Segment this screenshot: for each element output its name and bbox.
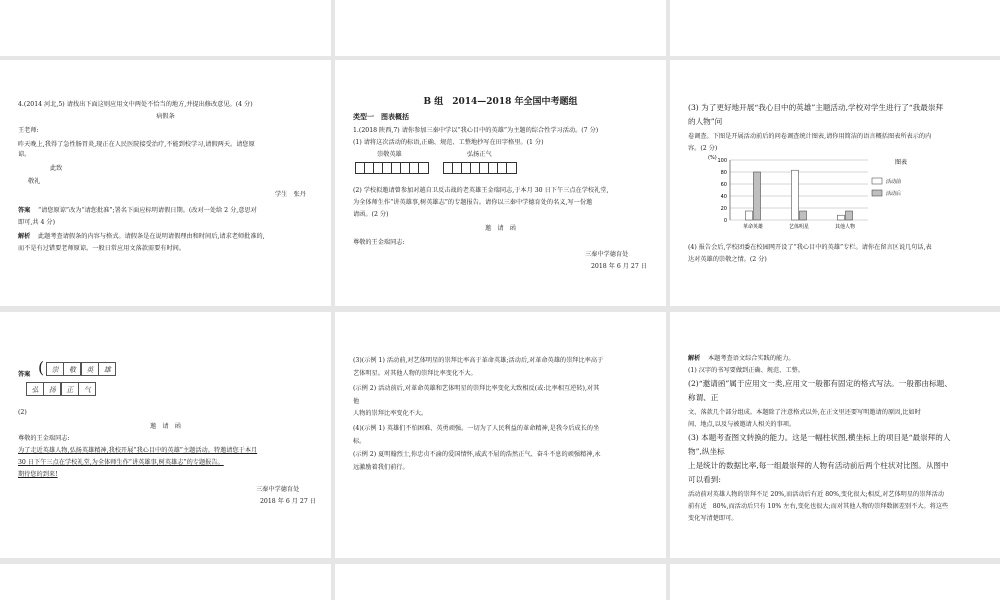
letter-salutation: 尊敬的王金瑞同志: [353, 239, 405, 246]
hw-char: 弘 [26, 382, 44, 396]
y-tick-label: 60 [720, 181, 727, 188]
analysis-line-10: 可以看到: [688, 475, 721, 484]
y-tick-label: 80 [720, 169, 727, 176]
example-line-8: (示例 2) 夏明翰烈士,你忠贞不渝的爱国情怀,威武不屈的浩然正气、奋斗不息的顽强精神,永 [353, 451, 601, 458]
bar-chart [700, 152, 1000, 238]
letter-title: 邀 请 函 [485, 225, 516, 232]
answer-label-2: 答案 [18, 371, 31, 378]
analysis-text: 此题考查请假条的内容与格式。请假条是在说明请假理由和时间后,请求老师批准的, [38, 233, 265, 240]
hw-char: 气 [78, 382, 96, 396]
note-cizhi: 此致 [50, 165, 63, 172]
question-4-a: (4) 报告会后,学校团委在校园网开设了“我心目中的英雄”专栏。请你在留言区说几句话,表 [688, 244, 932, 251]
question-4-b: 达对英雄的崇敬之情。(2 分) [688, 256, 767, 263]
page-top-left [0, 0, 331, 56]
hw-char: 正 [61, 382, 79, 396]
answer-letter-line-1: 为了走近英雄人物,弘扬英雄精神,我校开展“我心目中的英雄”主题活动。特邀请您于本月 [18, 447, 258, 454]
page-top-middle [335, 0, 666, 56]
page-2 [335, 60, 666, 306]
answer-letter-title: 邀 请 函 [150, 423, 181, 430]
question-1-2-c: 请函。(2 分) [353, 211, 389, 218]
y-tick-label: 20 [720, 205, 727, 212]
analysis-line-3: (2)“邀请函”属于应用文一类,应用文一般都有固定的格式写法。一般都由标题、 [688, 379, 952, 388]
writing-grid-1 [355, 162, 429, 174]
legend-swatch [872, 190, 882, 196]
slogan-2-label: 弘扬正气 [467, 151, 492, 158]
letter-sender: 三秦中学德育处 [585, 251, 629, 258]
page-6 [670, 312, 1000, 558]
analysis-label-2: 解析 [688, 355, 701, 362]
question-1: 1.(2018 陕西,7) 请你参加三秦中学以“我心目中的英雄”为主题的综合性学习活动。(7 分) [353, 127, 599, 134]
bar-before [838, 215, 845, 220]
question-3-d: 容。(2 分) [688, 145, 718, 152]
analysis-line-13: 变化写清楚即可。 [688, 515, 738, 522]
writing-grid-2 [443, 162, 517, 174]
answer-letter-salutation: 尊敬的王金瑞同志: [18, 435, 70, 442]
type-title: 类型一 图表概括 [353, 112, 409, 121]
analysis-line-5: 文、落款几个部分组成。本题除了注意格式以外,在正文里还要写明邀请的原因,比如时 [688, 409, 921, 416]
example-line-3: (示例 2) 活动前后,对革命英雄和艺体明星的崇拜比率变化大致相反(或:比率相互逆转),对其 [353, 385, 600, 392]
question-1-2-b: 为全体师生作“讲英雄事,树英雄志”的专题报告。请你以三秦中学德育处的名义,写一份邀 [353, 199, 593, 206]
y-tick-label: 100 [717, 157, 727, 164]
example-line-9: 远激励着我们前行。 [353, 464, 409, 471]
question-3-a: (3) 为了更好地开展“我心目中的英雄”主题活动,学校对学生进行了“我最崇拜 [688, 103, 944, 112]
example-line-7: 标。 [353, 438, 366, 445]
x-tick-label: 革命英雄 [742, 224, 764, 230]
analysis-line-12: 前有近 80%,而活动后只有 10% 左右,变化也很大;而对其他人物的崇拜数据差别不大。将这些 [688, 503, 949, 510]
example-line-2: 艺体明星。对其他人物的崇拜比率变化不大。 [353, 370, 477, 377]
analysis-line-1: 本题考查语文综合实践的能力。 [708, 355, 795, 362]
bar-after [846, 211, 853, 220]
analysis-line-8: 物”,纵坐标 [688, 447, 725, 456]
note-jingli: 敬礼 [28, 178, 41, 185]
analysis-text-2: 而不是有过错要老师原谅。一般日常应用文落款需要有时间。 [18, 245, 186, 252]
legend-label: 活动前 [886, 179, 902, 185]
question-3-b: 的人物”问 [688, 117, 723, 126]
legend-label: 活动后 [886, 191, 902, 197]
y-tick-label: 40 [720, 193, 727, 200]
chart-ylabel: (%) [708, 155, 717, 161]
question-3-c: 卷调查。下图是开展活动前后的问卷调查统计图表,请你用简洁的语言概括图表所表示的内 [688, 133, 932, 140]
hw-char: 英 [81, 362, 99, 376]
page-5 [335, 312, 666, 558]
example-line-6: (4)(示例 1) 英雄们不怕困难、英勇顽强。一切为了人民利益的革命精神,是我今后成长的坐 [353, 425, 600, 432]
handwritten-row-1 [46, 362, 116, 376]
group-title: B 组 2014—2018 年全国中考题组 [423, 97, 578, 107]
bar-after [754, 172, 761, 220]
bar-before [792, 170, 799, 220]
answer-label: 答案 [18, 207, 31, 214]
page-bottom-right [670, 564, 1000, 600]
page-4 [0, 312, 331, 558]
answer-letter-line-2: 30 日下午三点在学校礼堂,为全体师生作“讲英雄事,树英雄志”的专题报告。 [18, 459, 224, 466]
answer-text: “请您原谅”改为“请您批准”;署名下面应标明请假日期。(改对一处给 2 分,意思对 [38, 207, 257, 214]
x-tick-label: 艺体明星 [788, 224, 810, 230]
hw-char: 扬 [43, 382, 61, 396]
bar-after [800, 211, 807, 220]
legend-swatch [872, 178, 882, 184]
x-tick-label: 其他人物 [834, 224, 856, 230]
bar-before [746, 211, 753, 220]
analysis-line-11: 活动前对英雄人物的崇拜不足 20%,而活动后有近 80%,变化很大;相反,对艺体明星的崇拜活动 [688, 491, 944, 498]
letter-date: 2018 年 6 月 27 日 [591, 263, 647, 270]
page-3 [670, 60, 1000, 306]
example-line-5: 人物的崇拜比率变化不大。 [353, 410, 428, 417]
answer-text-2: 即可,共 4 分) [18, 219, 56, 226]
hw-char: 雄 [98, 362, 116, 376]
y-tick-label: 0 [723, 217, 727, 224]
bracket: ( [38, 358, 45, 377]
note-body-1: 昨天晚上,我得了急性肠胃炎,现正在人民医院接受治疗,不能到校学习,请假两天。请您原 [18, 141, 255, 148]
question-4: 4.(2014 河北,5) 请找出下面这则应用文中两处不恰当的地方,并提出修改意见。(4 分) [18, 101, 253, 108]
hw-char: 崇 [46, 362, 64, 376]
analysis-line-7: (3) 本题考查图文转换的能力。这是一幅柱状图,横坐标上的项目是“最崇拜的人 [688, 433, 951, 442]
answer-letter-date: 2018 年 6 月 27 日 [260, 498, 316, 505]
page-1 [0, 60, 331, 306]
chart-title: 图表 [895, 159, 908, 166]
hw-char: 敬 [63, 362, 81, 376]
analysis-line-6: 间、地点,以及与被邀请人相关的事项。 [688, 421, 796, 428]
question-1-1: (1) 请将这次活动的标语,正确、规范、工整地抄写在田字格里。(1 分) [353, 139, 544, 146]
analysis-line-9: 上是统计的数据比率,每一组最崇拜的人物有活动前后两个柱状对比图。从图中 [688, 461, 949, 470]
note-body-2: 谅。 [18, 151, 31, 158]
analysis-line-2: (1) 汉字的书写要做到正确、规范、工整。 [688, 367, 804, 374]
handwritten-row-2 [26, 382, 96, 396]
example-line-4: 他 [353, 398, 360, 405]
note-title: 病假条 [156, 113, 175, 120]
example-line-1: (3)(示例 1) 活动前,对艺体明星的崇拜比率高于革命英雄;活动后,对革命英雄的崇拜比率高于 [353, 357, 604, 364]
page-bottom-middle [335, 564, 666, 600]
note-signer: 学生 张丹 [275, 191, 306, 198]
slogan-1-label: 崇敬英雄 [377, 151, 402, 158]
answer-letter-sender: 三秦中学德育处 [256, 486, 300, 493]
answer-letter-line-3: 期待您的到来! [18, 471, 58, 478]
page-bottom-left [0, 564, 331, 600]
page-top-right [670, 0, 1000, 56]
analysis-line-4: 称谓、正 [688, 393, 719, 402]
sub-2-label: (2) [18, 409, 27, 416]
question-1-2-a: (2) 学校拟邀请曾参加对越自卫反击战的老英雄王金瑞同志,于本月 30 日下午三点在学校礼堂, [353, 187, 609, 194]
analysis-label: 解析 [18, 233, 31, 240]
note-salutation: 王老师: [18, 127, 39, 134]
